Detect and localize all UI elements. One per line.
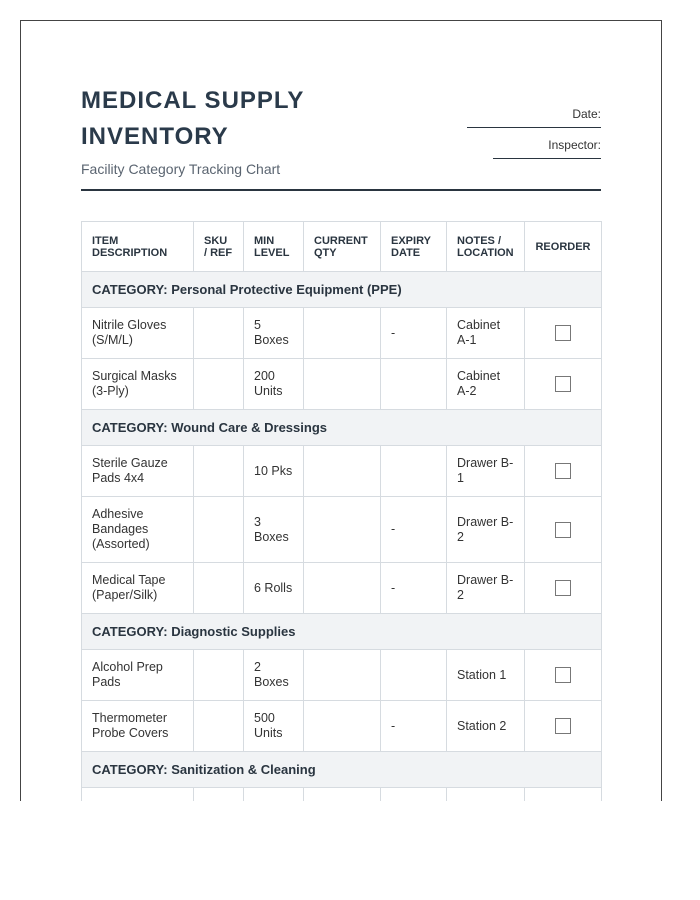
reorder-cell bbox=[525, 497, 602, 563]
document-subtitle: Facility Category Tracking Chart bbox=[81, 161, 281, 177]
reorder-checkbox[interactable] bbox=[555, 376, 571, 392]
document-title: MEDICAL SUPPLY INVENTORY bbox=[81, 87, 304, 150]
category-label: CATEGORY: Diagnostic Supplies bbox=[82, 614, 602, 650]
min-level-cell: 500 Units bbox=[244, 701, 304, 752]
item-description bbox=[82, 788, 194, 802]
item-description: Surgical Masks (3-Ply) bbox=[82, 359, 194, 410]
reorder-cell bbox=[525, 563, 602, 614]
expiry-date-cell[interactable] bbox=[381, 446, 447, 497]
min-level-cell: 3 Boxes bbox=[244, 497, 304, 563]
current-qty-cell[interactable] bbox=[304, 497, 381, 563]
header-item-description: ITEM DESCRIPTION bbox=[82, 222, 194, 272]
table-row bbox=[82, 563, 602, 614]
item-description: Nitrile Gloves (S/M/L) bbox=[82, 308, 194, 359]
reorder-checkbox[interactable] bbox=[555, 463, 571, 479]
min-level-cell: 200 Units bbox=[244, 359, 304, 410]
expiry-date-cell[interactable]: - bbox=[381, 497, 447, 563]
category-label: CATEGORY: Wound Care & Dressings bbox=[82, 410, 602, 446]
inspector-label: Inspector: bbox=[548, 138, 601, 152]
reorder-checkbox[interactable] bbox=[555, 667, 571, 683]
notes-location-cell: Drawer B-2 bbox=[447, 563, 525, 614]
header-notes-location: NOTES / LOCATION bbox=[447, 222, 525, 272]
table-row bbox=[82, 650, 602, 701]
table-row bbox=[82, 359, 602, 410]
table-row bbox=[82, 308, 602, 359]
table-row bbox=[82, 497, 602, 563]
item-description: Adhesive Bandages (Assorted) bbox=[82, 497, 194, 563]
sku-cell[interactable] bbox=[194, 788, 244, 802]
current-qty-cell[interactable] bbox=[304, 650, 381, 701]
table-row bbox=[82, 701, 602, 752]
sku-cell[interactable] bbox=[194, 497, 244, 563]
notes-location-cell: Drawer B-2 bbox=[447, 497, 525, 563]
reorder-checkbox[interactable] bbox=[555, 718, 571, 734]
reorder-checkbox[interactable] bbox=[555, 325, 571, 341]
inspector-field-line[interactable] bbox=[493, 152, 601, 159]
sku-cell[interactable] bbox=[194, 359, 244, 410]
reorder-cell bbox=[525, 359, 602, 410]
document-header bbox=[81, 83, 601, 191]
category-row bbox=[82, 272, 602, 308]
table-header bbox=[82, 222, 602, 272]
category-label: CATEGORY: Sanitization & Cleaning bbox=[82, 752, 602, 788]
notes-location-cell: Station 1 bbox=[447, 650, 525, 701]
current-qty-cell[interactable] bbox=[304, 788, 381, 802]
current-qty-cell[interactable] bbox=[304, 308, 381, 359]
reorder-cell bbox=[525, 650, 602, 701]
current-qty-cell[interactable] bbox=[304, 446, 381, 497]
category-row bbox=[82, 410, 602, 446]
item-description: Thermometer Probe Covers bbox=[82, 701, 194, 752]
reorder-cell bbox=[525, 701, 602, 752]
notes-location-cell: Station 2 bbox=[447, 701, 525, 752]
header-current-qty: CURRENT QTY bbox=[304, 222, 381, 272]
expiry-date-cell[interactable]: - bbox=[381, 701, 447, 752]
sku-cell[interactable] bbox=[194, 650, 244, 701]
notes-location-cell: Cabinet A-1 bbox=[447, 308, 525, 359]
header-sku: SKU / REF bbox=[194, 222, 244, 272]
sku-cell[interactable] bbox=[194, 701, 244, 752]
reorder-checkbox[interactable] bbox=[555, 580, 571, 596]
header-expiry-date: EXPIRY DATE bbox=[381, 222, 447, 272]
item-description: Medical Tape (Paper/Silk) bbox=[82, 563, 194, 614]
expiry-date-cell[interactable] bbox=[381, 359, 447, 410]
table-row-partial bbox=[82, 788, 602, 802]
notes-location-cell bbox=[447, 788, 525, 802]
category-row bbox=[82, 752, 602, 788]
current-qty-cell[interactable] bbox=[304, 701, 381, 752]
min-level-cell: 5 Boxes bbox=[244, 308, 304, 359]
expiry-date-cell[interactable] bbox=[381, 788, 447, 802]
table-row bbox=[82, 446, 602, 497]
date-field-line[interactable] bbox=[467, 121, 601, 128]
header-reorder: REORDER bbox=[525, 222, 602, 272]
reorder-cell bbox=[525, 308, 602, 359]
expiry-date-cell[interactable]: - bbox=[381, 563, 447, 614]
min-level-cell: 6 Rolls bbox=[244, 563, 304, 614]
sku-cell[interactable] bbox=[194, 308, 244, 359]
expiry-date-cell[interactable]: - bbox=[381, 308, 447, 359]
current-qty-cell[interactable] bbox=[304, 359, 381, 410]
category-row bbox=[82, 614, 602, 650]
item-description: Alcohol Prep Pads bbox=[82, 650, 194, 701]
table-body bbox=[82, 272, 602, 802]
header-min-level: MIN LEVEL bbox=[244, 222, 304, 272]
sku-cell[interactable] bbox=[194, 446, 244, 497]
reorder-cell bbox=[525, 788, 602, 802]
category-label: CATEGORY: Personal Protective Equipment (PPE) bbox=[82, 272, 602, 308]
notes-location-cell: Drawer B-1 bbox=[447, 446, 525, 497]
reorder-checkbox[interactable] bbox=[555, 522, 571, 538]
inventory-sheet bbox=[20, 20, 662, 801]
notes-location-cell: Cabinet A-2 bbox=[447, 359, 525, 410]
min-level-cell: 10 Pks bbox=[244, 446, 304, 497]
meta-fields bbox=[461, 107, 601, 169]
date-label: Date: bbox=[572, 107, 601, 121]
min-level-cell bbox=[244, 788, 304, 802]
item-description: Sterile Gauze Pads 4x4 bbox=[82, 446, 194, 497]
min-level-cell: 2 Boxes bbox=[244, 650, 304, 701]
sku-cell[interactable] bbox=[194, 563, 244, 614]
reorder-cell bbox=[525, 446, 602, 497]
current-qty-cell[interactable] bbox=[304, 563, 381, 614]
inventory-table bbox=[81, 221, 602, 801]
expiry-date-cell[interactable] bbox=[381, 650, 447, 701]
